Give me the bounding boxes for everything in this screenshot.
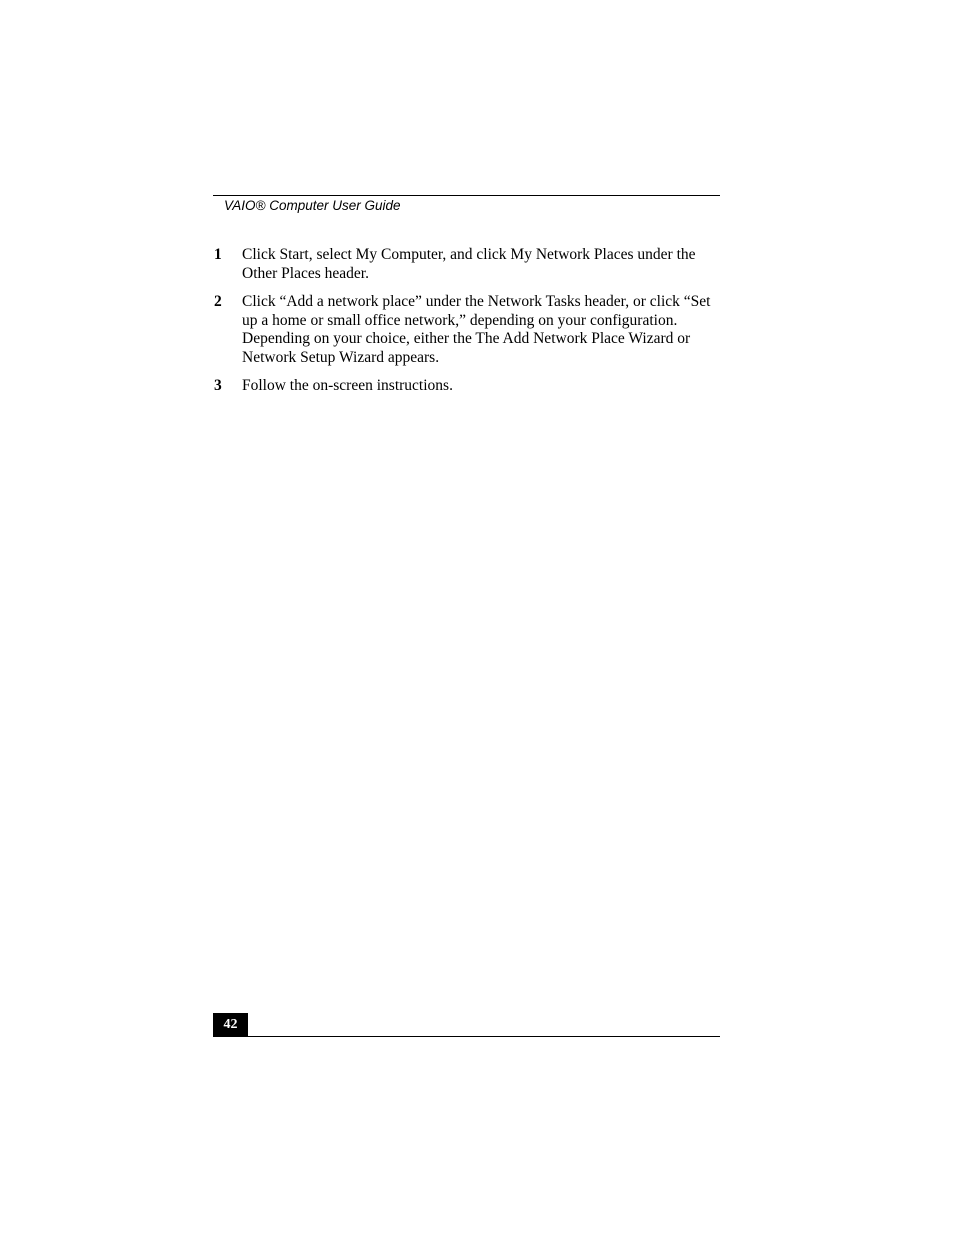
steps-list [213, 246, 723, 405]
step-number: 2 [214, 292, 222, 310]
step-number: 3 [214, 377, 222, 395]
running-head-title: VAIO® Computer User Guide [224, 198, 401, 213]
step-item [213, 293, 723, 368]
step-number: 1 [214, 246, 222, 263]
header-rule [213, 195, 720, 196]
step-text: Follow the on-screen instructions. [242, 377, 453, 395]
step-item [213, 377, 723, 396]
step-item [213, 246, 723, 283]
footer-rule [213, 1036, 720, 1037]
page-number: 42 [213, 1013, 248, 1037]
step-text: Click Start, select My Computer, and click My Network Places under the Other Places header. [242, 246, 696, 282]
step-text: Click “Add a network place” under the Network Tasks header, or click “Set up a home or small office network,” depending on your configuration. Depending on your choice, either the The Add Network Place Wizard or Network Setup Wizard appears. [242, 292, 711, 367]
